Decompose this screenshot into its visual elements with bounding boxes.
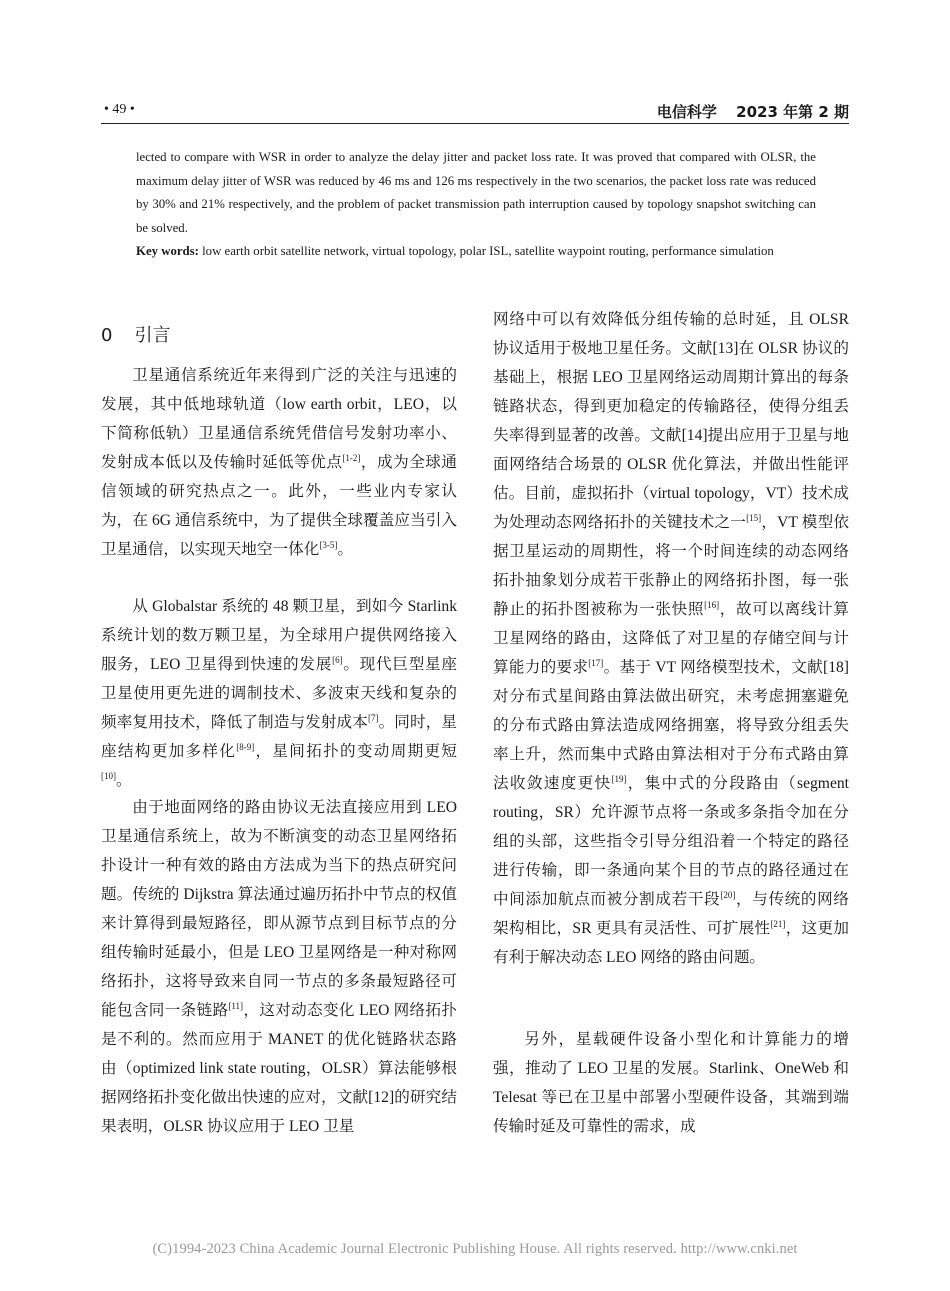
citation: [21] (770, 918, 786, 929)
citation: [8-9] (236, 741, 255, 752)
left-paragraph-3: 由于地面网络的路由协议无法直接应用到 LEO 卫星通信系统上，故为不断演变的动态卫星网络拓扑设计一种有效的路由方法成为当下的热点研究问题。传统的 Dijkstra 算法通过遍历拓扑中节点的权值来计算得到最短路径，即从源节点到目标节点的分组传输时延最小，但是 LEO 卫星网络是一种对称网络拓扑，这将导致来自同一节点的多条最短路径可能包含同一条链路[11]，这对动态变化 LEO 网络拓扑是不利的。然而应用于 MANET 的优化链路状态路由（optimized link state routing，OLSR）算法能够根据网络拓扑变化做出快速的应对，文献[12]的研究结果表明，OLSR 协议应用于 LEO 卫星 (101, 799, 457, 1135)
citation: [7] (367, 712, 379, 723)
page-number: • 49 • (104, 102, 135, 117)
section-heading (101, 321, 170, 347)
keywords (136, 240, 816, 264)
citation: [15] (746, 512, 762, 523)
section-title: 引言 (134, 325, 171, 346)
citation: [11] (228, 1000, 244, 1011)
citation: [17] (588, 657, 604, 668)
running-header (101, 101, 849, 124)
journal-issue: 2023 年第 2 期 (736, 103, 849, 121)
citation: [16] (704, 599, 720, 610)
journal-info (643, 101, 849, 122)
section-number: 0 (101, 325, 113, 346)
keywords-label: Key words: (136, 244, 199, 259)
journal-name: 电信科学 (656, 103, 717, 121)
right-paragraph-1: 网络中可以有效降低分组传输的总时延，且 OLSR 协议适用于极地卫星任务。文献[13]在 OLSR 协议的基础上，根据 LEO 卫星网络运动周期计算出的每条链路状态，得到更加稳定的传输路径，使得分组丢失率得到显著的改善。文献[14]提出应用于卫星与地面网络结合场景的 OLSR 优化算法，并做出性能评估。目前，虚拟拓扑（virtual topology，VT）技术成为处理动态网络拓扑的关键技术之一[15]，VT 模型依据卫星运动的周期性，将一个时间连续的动态网络拓扑抽象划分成若干张静止的网络拓扑图，每一张静止的拓扑图被称为一张快照[16]，故可以离线计算卫星网络的路由，这降低了对卫星的存储空间与计算能力的要求[17]。基于 VT 网络模型技术，文献[18]对分布式星间路由算法做出研究，未考虑拥塞避免的分布式路由算法造成网络拥塞，将导致分组丢失率上升，然而集中式路由算法相对于分布式路由算法收敛速度更快[19]，集中式的分段路由（segment routing，SR）允许源节点将一条或多条指令加在分组的头部，这些指令引导分组沿着一个特定的路径进行传输，即一条通向某个目的节点的路径通过在中间添加航点而被分割成若干段[20]，与传统的网络架构相比，SR 更具有灵活性、可扩展性[21]，这更加有利于解决动态 LEO 网络的路由问题。 (493, 311, 850, 966)
citation: [6] (332, 654, 343, 665)
left-paragraph-1: 卫星通信系统近年来得到广泛的关注与迅速的发展，其中低地球轨道（low earth orbit，LEO，以下简称低轨）卫星通信系统凭借信号发射功率小、发射成本低以及传输时延低等优点[1-2]，成为全球通信领域的研究热点之一。此外，一些业内专家认为，在 6G 通信系统中，为了提供全球覆盖应当引入卫星通信，以实现天地空一体化[3-5]。 (101, 367, 457, 558)
abstract-text: lected to compare with WSR in order to analyze the delay jitter and packet loss rate. It was proved that compared with OLSR, the maximum delay jitter of WSR was reduced by 46 ms and 126 ms respectively in the two scenarios, the packet loss rate was reduced by 30% and 21% respectively, and the problem of packet transmission path interruption caused by topology snapshot switching can be solved. (136, 150, 816, 235)
citation: [1-2] (342, 452, 361, 463)
citation: [19] (611, 773, 627, 784)
left-paragraph-2: 从 Globalstar 系统的 48 颗卫星，到如今 Starlink 系统计划的数万颗卫星，为全球用户提供网络接入服务，LEO 卫星得到快速的发展[6]。现代巨型星座卫星使用更先进的调制技术、多波束天线和复杂的频率复用技术，降低了制造与发射成本[7]。同时，星座结构更加多样化[8-9]，星间拓扑的变动周期更短[10]。 (101, 598, 457, 789)
citation: [10] (101, 770, 116, 781)
citation: [3-5] (319, 539, 338, 550)
copyright-footer: (C)1994-2023 China Academic Journal Electronic Publishing House. All rights reserved. http://www.cnki.net (152, 1241, 798, 1257)
right-paragraph-2: 另外，星载硬件设备小型化和计算能力的增强，推动了 LEO 卫星的发展。Starlink、OneWeb 和 Telesat 等已在卫星中部署小型硬件设备，其端到端传输时延及可靠性的需求，成 (493, 1031, 849, 1135)
english-abstract (136, 146, 816, 264)
keywords-text: low earth orbit satellite network, virtual topology, polar ISL, satellite waypoint routing, performance simulation (202, 244, 774, 259)
citation: [20] (720, 889, 736, 900)
